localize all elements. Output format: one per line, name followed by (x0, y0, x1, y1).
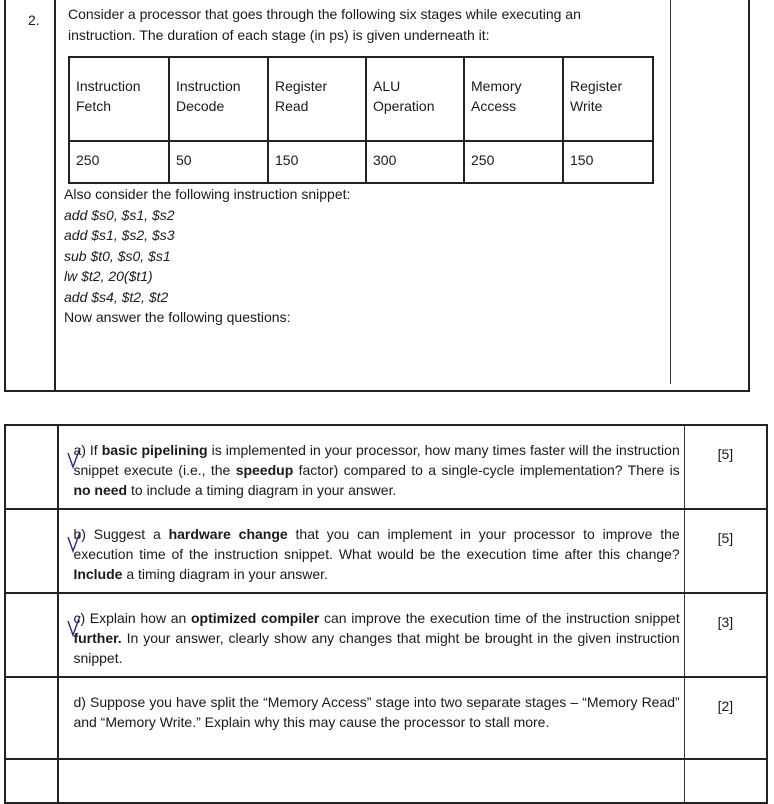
sub-question-row (5, 593, 767, 677)
body-text: Suggest a (85, 526, 169, 542)
stage-duration: 150 (563, 141, 653, 183)
sub-question-body (73, 442, 679, 498)
right-column-rule (670, 0, 671, 384)
sub-question-body (73, 526, 679, 582)
stage-name: Instruction Fetch (69, 57, 169, 141)
emphasis-text: no need (73, 482, 128, 498)
stage-name: Memory Access (464, 57, 563, 141)
empty-row (5, 759, 767, 803)
emphasis-text: further. (73, 630, 122, 646)
row-gutter (5, 677, 58, 759)
stage-duration: 300 (366, 141, 464, 183)
marks-badge: [5] (684, 425, 767, 509)
question-number: 2. (28, 12, 40, 28)
stage-name: Register Read (268, 57, 366, 141)
stage-name: Instruction Decode (169, 57, 268, 141)
emphasis-text: hardware change (168, 526, 288, 542)
body-text: If (85, 442, 102, 458)
body-text: that you can implement in your processor to improve the execution time of the instruction snippet. What would be the execution time after this change? (73, 526, 680, 562)
row-gutter (5, 509, 58, 593)
body-text: Suppose you have split the “Memory Access” stage into two separate stages – “Memory Read” and “Memory Write.” Explain why this may cause the processor to stall more. (73, 694, 680, 730)
stage-name-row (69, 57, 653, 141)
question-intro: Consider a processor that goes through the following six stages while executing an instruction. The duration of each stage (in ps) is given underneath it: (68, 6, 581, 43)
sub-question-label: a) (73, 442, 86, 458)
stage-name: Register Write (563, 57, 653, 141)
stage-duration: 150 (268, 141, 366, 183)
snippet-line: sub $t0, $s0, $s1 (64, 247, 171, 264)
stage-duration: 250 (464, 141, 563, 183)
snippet-line: add $s0, $s1, $s2 (64, 206, 175, 223)
body-text: is implemented in your processor, how many times faster will the instruction snippet execute (i.e., the (73, 442, 680, 478)
body-text: factor) compared to a single-cycle implementation? There is (293, 462, 680, 478)
sub-question-row (5, 425, 767, 509)
snippet-outro: Now answer the following questions: (64, 309, 291, 325)
sub-question-text (58, 593, 684, 677)
body-text: In your answer, clearly show any changes that might be brought in the given instruction snippet. (73, 630, 680, 666)
body-text: Explain how an (85, 610, 191, 626)
marks-badge: [3] (684, 593, 767, 677)
sub-questions-table (4, 424, 768, 804)
body-text: a timing diagram in your answer. (122, 566, 328, 582)
sub-question-text (58, 677, 684, 759)
body-text: can improve the execution time of the instruction snippet (319, 610, 680, 626)
stage-duration: 50 (169, 141, 268, 183)
left-column-rule (54, 0, 56, 390)
row-gutter (5, 425, 58, 509)
sub-question-label: d) (73, 694, 86, 710)
snippet-line: add $s1, $s2, $s3 (64, 227, 175, 243)
snippet-line: lw $t2, 20($t1) (64, 268, 153, 284)
stage-duration-row (69, 141, 653, 183)
emphasis-text: Include (73, 566, 123, 582)
sub-question-label: b) (73, 526, 86, 542)
row-gutter (5, 593, 58, 677)
sub-question-body (73, 694, 679, 730)
row-gutter (5, 759, 58, 803)
empty-cell (58, 759, 684, 803)
sub-question-text (58, 509, 684, 593)
body-text: to include a timing diagram in your answer. (127, 482, 397, 498)
empty-cell (684, 759, 767, 803)
sub-question-row (5, 677, 767, 759)
emphasis-text: optimized compiler (190, 610, 320, 626)
emphasis-text: basic pipelining (101, 442, 208, 458)
sub-question-label: c) (73, 610, 86, 626)
stage-duration: 250 (69, 141, 169, 183)
sub-question-text (58, 425, 684, 509)
marks-badge: [2] (684, 677, 767, 759)
emphasis-text: speedup (235, 462, 294, 478)
instruction-snippet-block (64, 184, 350, 328)
snippet-intro: Also consider the following instruction snippet: (64, 186, 351, 202)
sub-question-body (73, 610, 679, 666)
sub-question-row (5, 509, 767, 593)
stage-name: ALU Operation (366, 57, 464, 141)
snippet-line: add $s4, $t2, $t2 (64, 288, 169, 305)
stage-duration-table (68, 56, 654, 184)
marks-badge: [5] (684, 509, 767, 593)
